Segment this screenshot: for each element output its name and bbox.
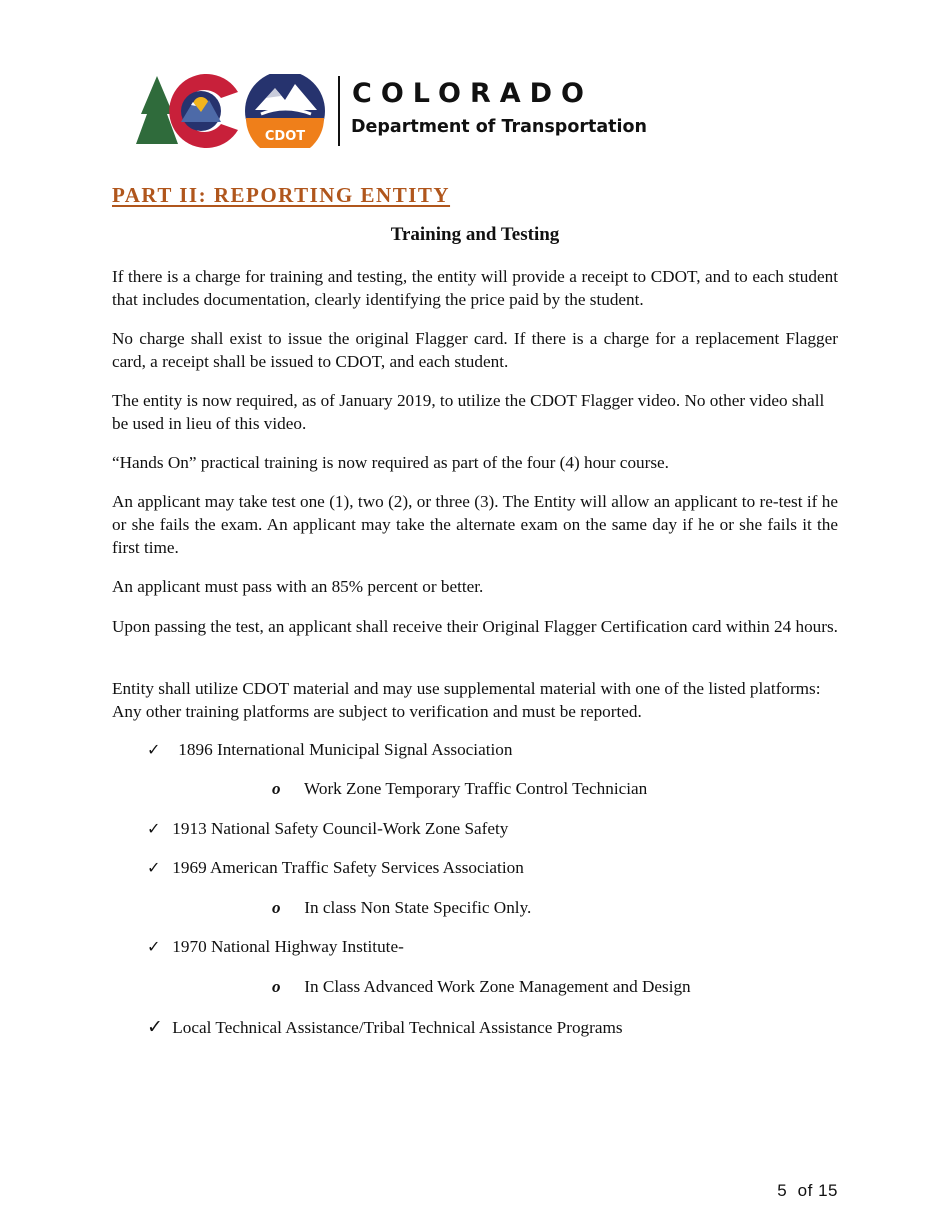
- paragraph-flagger-card: No charge shall exist to issue the original Flagger card. If there is a charge for a replacement Flagger card, a receipt shall be issued to CDOT, and each student.: [112, 329, 838, 371]
- paragraph-platforms: Entity shall utilize CDOT material and may use supplemental material with one of the listed platforms: Any other training platforms are subject to verification and must be reported.: [112, 679, 821, 721]
- brand-title: COLORADO: [352, 78, 594, 109]
- checkmark-icon: ✓: [147, 740, 161, 759]
- checkmark-icon: ✓: [147, 819, 161, 838]
- paragraph-pass-score: An applicant must pass with an 85% percent or better.: [112, 577, 484, 596]
- brand-subtitle: Department of Transportation: [351, 117, 648, 137]
- list-item: [147, 817, 508, 840]
- list-item: [147, 1016, 623, 1039]
- sub-list-item: [272, 896, 531, 919]
- cdot-header: [135, 74, 695, 148]
- paragraph-flagger-video: The entity is now required, as of January 2019, to utilize the CDOT Flagger video. No other video shall be used in lieu of this video.: [112, 391, 825, 433]
- bullet-icon: o: [272, 898, 281, 917]
- sub-list-item: [272, 975, 691, 998]
- page-number: 5 of 15: [777, 1181, 838, 1200]
- list-item-label: 1913 National Safety Council-Work Zone Safety: [172, 819, 509, 838]
- list-item-label: Local Technical Assistance/Tribal Technical Assistance Programs: [172, 1018, 623, 1037]
- sub-list-item-label: In Class Advanced Work Zone Management and Design: [304, 977, 691, 996]
- checkmark-icon: ✓: [147, 937, 161, 956]
- header-divider: [338, 76, 340, 146]
- checkmark-icon: ✓: [147, 1016, 163, 1038]
- sub-list-item-label: Work Zone Temporary Traffic Control Technician: [304, 779, 648, 798]
- sub-list-item: [272, 777, 647, 800]
- section-title: Training and Testing: [390, 224, 560, 245]
- cdot-logo-text: CDOT: [264, 129, 306, 144]
- list-item-label: 1969 American Traffic Safety Services Association: [172, 858, 524, 877]
- list-item: [147, 738, 512, 761]
- bullet-icon: o: [272, 779, 281, 798]
- list-item: [147, 935, 404, 958]
- paragraph-retest: An applicant may take test one (1), two (2), or three (3). The Entity will allow an applicant to re-test if he or she fails the exam. An applicant may take the alternate exam on the same day if he or she fails it the first time.: [112, 492, 838, 557]
- bullet-icon: o: [272, 977, 281, 996]
- list-item: [147, 856, 524, 879]
- paragraph-training-charge: If there is a charge for training and testing, the entity will provide a receipt to CDOT, and to each student that includes documentation, clearly identifying the price paid by the student.: [112, 267, 838, 309]
- checkmark-icon: ✓: [147, 858, 161, 877]
- list-item-label: 1896 International Municipal Signal Association: [178, 740, 513, 759]
- list-item-label: 1970 National Highway Institute-: [172, 937, 404, 956]
- part-heading: PART II: REPORTING ENTITY: [112, 183, 451, 207]
- paragraph-hands-on: “Hands On” practical training is now required as part of the four (4) hour course.: [112, 453, 669, 472]
- paragraph-certification: Upon passing the test, an applicant shall receive their Original Flagger Certification card within 24 hours.: [112, 617, 838, 636]
- cdot-logo: [135, 74, 330, 148]
- sub-list-item-label: In class Non State Specific Only.: [304, 898, 532, 917]
